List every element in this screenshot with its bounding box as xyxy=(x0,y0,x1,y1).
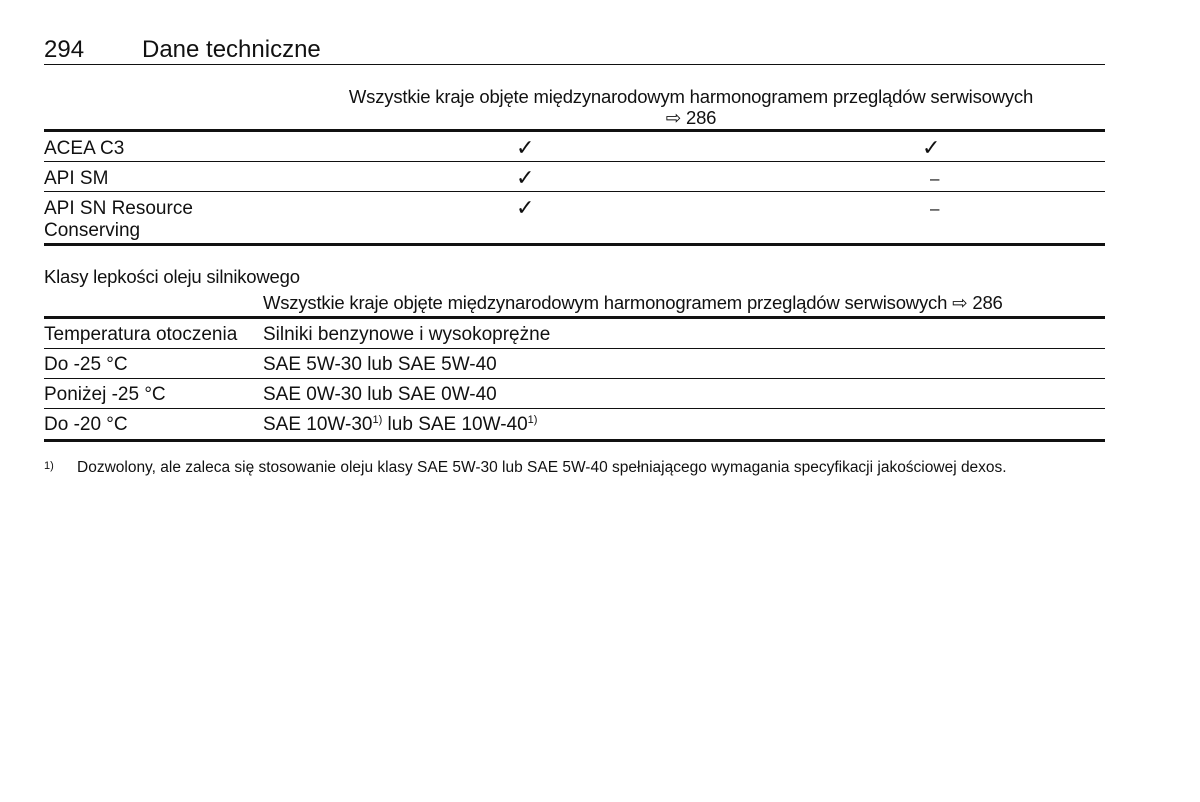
table1-row-label-line2: Conserving xyxy=(44,220,141,241)
check-icon: ✓ xyxy=(516,195,535,220)
section-title: Klasy lepkości oleju silnikowego xyxy=(44,266,300,287)
table2-row-temp: Do -20 °C xyxy=(44,414,128,435)
footnote-text: Dozwolony, ale zaleca się stosowanie oleju klasy SAE 5W-30 lub SAE 5W-40 spełniającego wymagania specyfikacji jakościowej dexos. xyxy=(77,459,1007,476)
footnote-mark: 1) xyxy=(44,460,54,472)
check-icon: ✓ xyxy=(516,135,535,160)
table1-heading xyxy=(280,86,1102,128)
table1-top-rule xyxy=(44,129,1105,132)
footnote-ref: 1) xyxy=(372,414,383,426)
table1-ref-page: 286 xyxy=(685,107,717,128)
table2-row-temp: Do -25 °C xyxy=(44,354,128,375)
table1-row-label: API SM xyxy=(44,168,109,189)
table2-row-value: SAE 0W-30 lub SAE 0W-40 xyxy=(263,384,497,405)
table2-row-temp: Poniżej -25 °C xyxy=(44,384,166,405)
table1-dash: – xyxy=(930,169,940,188)
table2-top-rule xyxy=(44,316,1105,319)
check-icon: ✓ xyxy=(922,135,941,160)
page-header xyxy=(44,34,1105,65)
table2-header-engines: Silniki benzynowe i wysokoprężne xyxy=(263,324,551,345)
page-ref-arrow-icon: ⇨ xyxy=(952,292,968,313)
page-number: 294 xyxy=(44,36,85,63)
table2-row-value: SAE 5W-30 lub SAE 5W-40 xyxy=(263,354,497,375)
table1-heading-ref xyxy=(280,107,1102,128)
table1-row-label-line1: API SN Resource xyxy=(44,198,193,219)
table2-bottom-rule xyxy=(44,439,1105,442)
table2-heading-text: Wszystkie kraje objęte międzynarodowym harmonogramem przeglądów serwisowych xyxy=(263,292,948,313)
table2-heading xyxy=(263,292,1003,314)
page-ref-arrow-icon: ⇨ xyxy=(665,107,682,128)
table1-row-divider xyxy=(44,161,1105,162)
check-icon: ✓ xyxy=(516,165,535,190)
footnote-ref: 1) xyxy=(527,414,538,426)
table2-row-divider xyxy=(44,348,1105,349)
table1-heading-text: Wszystkie kraje objęte międzynarodowym harmonogramem przeglądów serwisowych xyxy=(348,86,1034,107)
table1-row-divider xyxy=(44,191,1105,192)
table2-header-temp: Temperatura otoczenia xyxy=(44,324,238,345)
table2-row-value xyxy=(263,414,537,436)
table1-row-label: ACEA C3 xyxy=(44,138,125,159)
table1-dash: – xyxy=(930,199,940,218)
table2-row-divider xyxy=(44,378,1105,379)
table1-row-label xyxy=(44,198,264,242)
page-section-title: Dane techniczne xyxy=(142,36,321,63)
table2-value-b: SAE 10W-40 xyxy=(418,414,528,435)
table2-ref-page: 286 xyxy=(972,292,1003,313)
table2-value-a: SAE 10W-30 xyxy=(263,414,373,435)
table1-bottom-rule xyxy=(44,243,1105,246)
table2-value-sep: lub xyxy=(382,414,419,435)
table2-row-divider xyxy=(44,408,1105,409)
